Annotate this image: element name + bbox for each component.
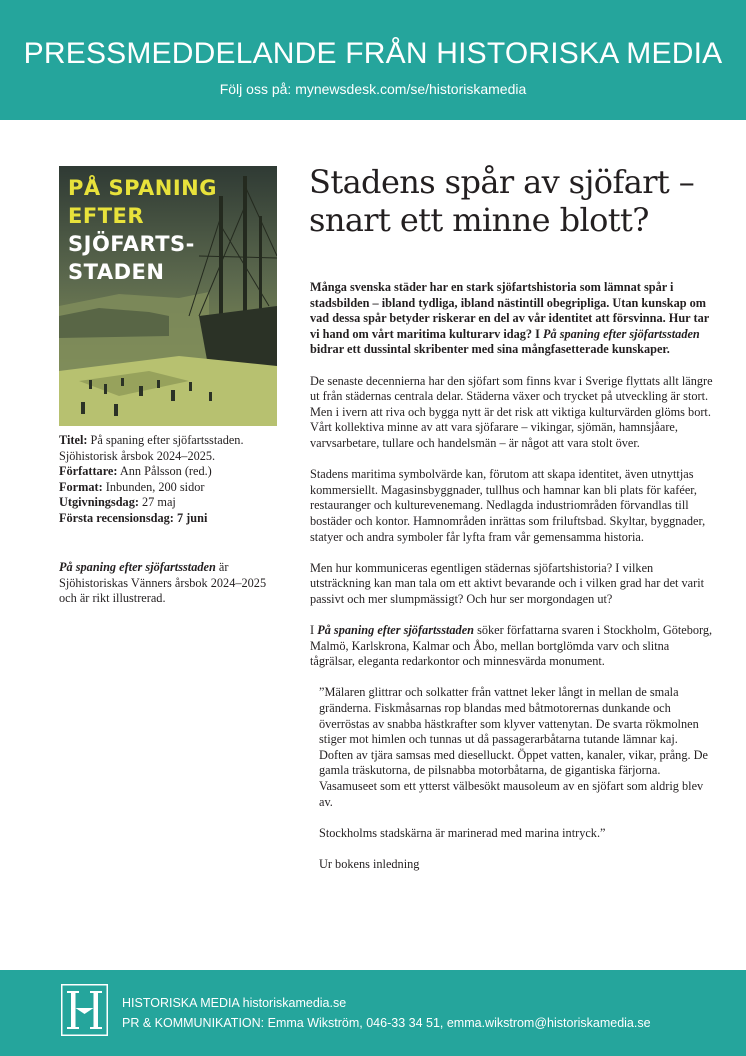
cover-title-line-4: STADEN [68, 260, 165, 284]
quote-paragraph-1: ”Mälaren glittrar och solkatter från vattnet leker långt in mellan de smala gränderna. Fiskmåsarnas rop blandas med båtmotorernas dunkande och överröstas av snabba hästkrafter som klyver vattenytan. De svarta rökmolnen stiger mot himlen och tunnas ut då passagerarbåtarna tutande lämnar kaj. Doften av tjära samsas med dieselluckt. Öppet vatten, kanaler, vikar, prång. De gamla träskutorna, de pilsnabba motorbåtarna, de gigantiska färjorna. Vasamuseet som ett ytterst välbesökt mausoleum av en sjöfart som aldrig blev av. [319, 685, 708, 809]
cover-title [68, 174, 217, 286]
p4-start: I [310, 623, 315, 638]
author-row [59, 464, 289, 480]
note-text: är Sjöhistoriskas Vänners årsbok 2024–2025 och är rikt illustrerad. [59, 560, 267, 606]
title-value: På spaning efter sjöfartsstaden. [90, 433, 244, 447]
cover-title-line-2: EFTER [68, 204, 145, 228]
author-label: Författare: [59, 464, 118, 479]
header-banner [0, 0, 746, 120]
p4-book-title: På spaning efter sjöfartsstaden [317, 623, 474, 638]
book-quote [319, 685, 715, 872]
cover-title-line-3: SJÖFARTS- [68, 232, 195, 256]
format-value: Inbunden, 200 sidor [105, 479, 205, 494]
release-label: Utgivningsdag: [59, 495, 139, 510]
footer-banner [0, 970, 746, 1056]
quote-source: Ur bokens inledning [319, 856, 420, 871]
book-cover-image [59, 166, 277, 426]
quote-paragraph-2: Stockholms stadskärna är marinerad med marina intryck.” [319, 825, 606, 840]
article-body [310, 280, 715, 888]
p4-end: söker författarna svaren i Stockholm, Göteborg, Malmö, Karlskrona, Kalmar och Åbo, mellan bortglömda varv och slitna tågrälsar, eleganta redarkontor och minnesvärda monument. [310, 623, 713, 669]
release-row [59, 495, 289, 511]
footer-brand-line [122, 995, 346, 1011]
footer-brand: HISTORISKA MEDIA [122, 996, 240, 1010]
title-label: Titel: [59, 433, 88, 447]
press-release-heading: PRESSMEDDELANDE FRÅN HISTORISKA MEDIA [23, 37, 723, 70]
book-note [59, 560, 269, 607]
paragraph-4 [310, 623, 715, 670]
book-title-row [59, 433, 289, 449]
author-value: Ann Pålsson (red.) [119, 464, 212, 479]
cover-title-line-1: PÅ SPANING [68, 176, 217, 200]
follow-us-text: Följ oss på: mynewsdesk.com/se/historiskamedia [219, 81, 527, 97]
format-label: Format: [59, 479, 103, 494]
review-label: Första recensionsdag: 7 juni [59, 510, 208, 525]
release-value: 27 maj [142, 495, 176, 510]
lead-paragraph [310, 280, 715, 358]
footer-contact: PR & KOMMUNIKATION: Emma Wikström, 046-33 34 51, emma.wikstrom@historiskamedia.se [122, 1016, 651, 1030]
footer-website-link[interactable]: historiskamedia.se [242, 996, 347, 1010]
review-row [59, 511, 289, 527]
book-series-row: Sjöhistorisk årsbok 2024–2025. [59, 448, 216, 463]
paragraph-1: De senaste decennierna har den sjöfart som finns kvar i Sverige flyttats allt längre ut från städernas centrala delar. Städerna växer och trycket på utveckling är stort. Men i ivern att riva och bygga nytt är det risk att viktiga kulturvärden glöms bort. Vårt kollektiva minne av att vara sjöfarare – vikingar, sjömän, hamnsjåare, varvsarbetare, tullare och handelsmän – är något att vara stolt över. [310, 373, 713, 450]
format-row [59, 480, 289, 496]
lead-text: Många svenska städer har en stark sjöfartshistoria som lämnat spår i stadsbilden – ibland tydliga, ibland nästintill obegripliga. Utan kunskap om vad dessa spår betyder riskerar en del av vår identitet att försvinna. Hur tar vi hand om vårt maritima kulturarv idag? I [310, 280, 709, 341]
book-details [59, 433, 289, 527]
historiska-media-logo-icon [61, 984, 108, 1036]
lead-book-title: På spaning efter sjöfartsstaden [542, 326, 700, 341]
lead-end: bidrar ett dussintal skribenter med sina mångfasetterade kunskaper. [310, 342, 670, 357]
article-title: Stadens spår av sjöfart – snart ett minne blott? [309, 163, 695, 239]
note-book-title: På spaning efter sjöfartsstaden [59, 560, 216, 574]
paragraph-3: Men hur kommuniceras egentligen städernas sjöfartshistoria? I vilken utsträckning kan man tala om ett aktivt bevarande och i vilken grad har det varit passivt och mer slumpmässigt? Och hur ser morgondagen ut? [310, 560, 705, 606]
paragraph-2: Stadens maritima symbolvärde kan, förutom att skapa identitet, även utnyttjas kommersiellt. Magasinsbyggnader, tullhus och hamnar kan bli plats för kaféer, restauranger och kulturevenemang. Nedlagda industriområden förvandlas till bostäder och kontor. Hamnområden inrättas som friluftsbad. Skyltar, byggnader, statyer och andra symboler får lyfta fram vår gemensamma historia. [310, 467, 706, 544]
